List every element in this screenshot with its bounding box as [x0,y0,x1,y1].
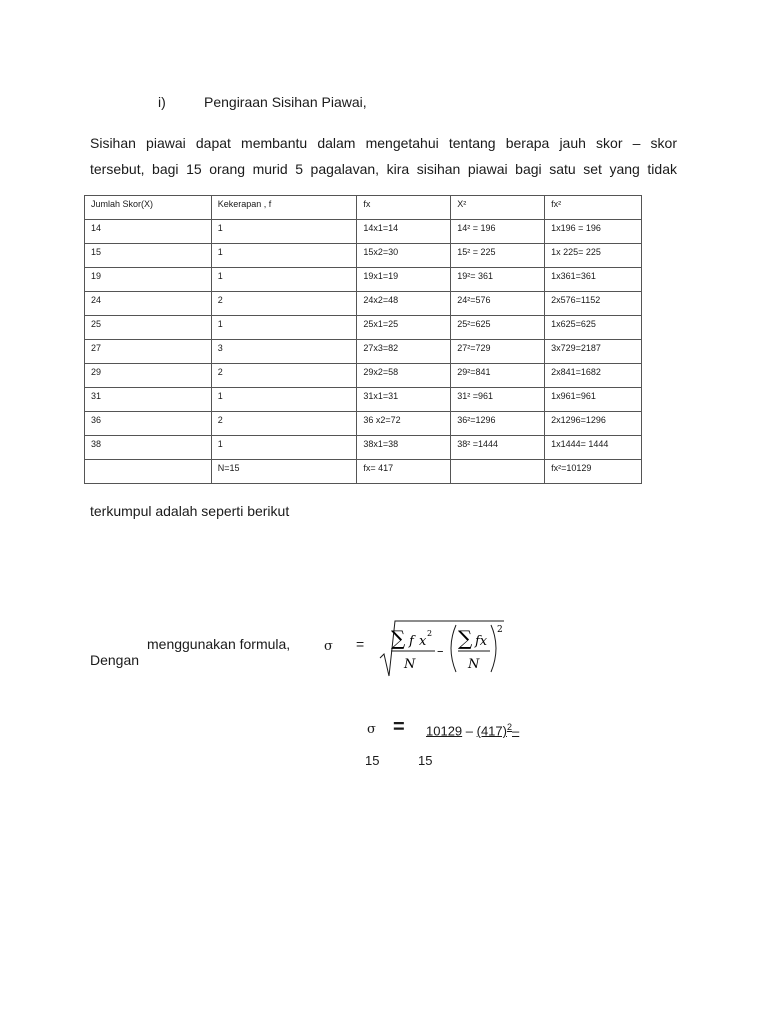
sum-symbol-2: ∑ [458,626,473,650]
table-cell: 14 [85,220,212,244]
table-cell: fx= 417 [357,460,451,484]
table-cell: 14x1=14 [357,220,451,244]
paragraph-line-1: Sisihan piawai dapat membantu dalam mengetahui tentang berapa jauh skor – skor [90,135,677,151]
table-cell: 29x2=58 [357,364,451,388]
table-cell: 1 [211,388,357,412]
table-cell: 1 [211,436,357,460]
table-row [85,220,642,244]
table-cell: 36²=1296 [451,412,545,436]
table-cell: 31 [85,388,212,412]
formula-f: f [409,634,414,649]
table-row [85,340,642,364]
table-cell: 1x361=361 [545,268,642,292]
table-row [85,268,642,292]
table-row [85,436,642,460]
calc-sigma: σ [367,722,376,737]
table-cell: 27x3=82 [357,340,451,364]
table-row [85,388,642,412]
formula-squared-2: 2 [497,625,503,635]
sum-symbol-1: ∑ [391,626,406,650]
table-cell: 15 [85,244,212,268]
table-cell: 19x1=19 [357,268,451,292]
score-table [84,195,642,484]
table-cell: Kekerapan , f [211,196,357,220]
table-cell: 1x625=625 [545,316,642,340]
table-cell: 27²=729 [451,340,545,364]
table-cell: 2x576=1152 [545,292,642,316]
calc-numerator-2: (417) [476,723,507,739]
table-cell: 19 [85,268,212,292]
table-cell: fx [357,196,451,220]
table-cell: 25²=625 [451,316,545,340]
table-cell [451,460,545,484]
formula-n-1: N [404,657,416,672]
table-cell: 24 [85,292,212,316]
formula-squared-1: 2 [427,629,433,638]
table-cell: 15x2=30 [357,244,451,268]
table-cell: 24²=576 [451,292,545,316]
formula-label: menggunakan formula, [147,636,291,652]
formula-fx: fx [475,634,488,649]
table-header-row [85,196,642,220]
table-cell: 31² =961 [451,388,545,412]
table-cell: N=15 [211,460,357,484]
table-cell: 1 [211,268,357,292]
table-cell: 38x1=38 [357,436,451,460]
table-cell [85,460,212,484]
table-cell: fx² [545,196,642,220]
table-cell: 2x841=1682 [545,364,642,388]
table-cell: 19²= 361 [451,268,545,292]
table-cell: 2 [211,292,357,316]
table-row [85,244,642,268]
table-cell: X² [451,196,545,220]
calc-numerator-1: 10129 [426,723,463,739]
table-footer-row [85,460,642,484]
table-cell: 25x1=25 [357,316,451,340]
std-dev-formula [378,618,508,682]
table-cell: 25 [85,316,212,340]
table-cell: 36 [85,412,212,436]
table-cell: 14² = 196 [451,220,545,244]
table-cell: 29²=841 [451,364,545,388]
table-cell: 1x196 = 196 [545,220,642,244]
calc-trail: – [512,723,520,739]
table-cell: fx²=10129 [545,460,642,484]
calc-expression [426,722,519,738]
table-cell: 36 x2=72 [357,412,451,436]
table-cell: 2 [211,364,357,388]
formula-prefix: Dengan [90,652,140,668]
calc-denominator-2: 15 [418,753,433,768]
table-cell: 3 [211,340,357,364]
calc-power: 2 [506,722,512,732]
equals-sign: = [356,636,365,652]
calc-denominator-1: 15 [365,753,380,768]
table-cell: 15² = 225 [451,244,545,268]
table-cell: 38 [85,436,212,460]
table-cell: 1x961=961 [545,388,642,412]
table-cell: 31x1=31 [357,388,451,412]
table-row [85,364,642,388]
table-cell: 1 [211,316,357,340]
table-cell: 1x1444= 1444 [545,436,642,460]
table-cell: Jumlah Skor(X) [85,196,212,220]
sigma-symbol: σ [324,639,333,654]
formula-x: x [419,634,427,649]
calc-equals: = [393,716,405,738]
paragraph-continuation: terkumpul adalah seperti berikut [90,503,290,519]
table-cell: 2x1296=1296 [545,412,642,436]
table-cell: 1 [211,244,357,268]
table-cell: 38² =1444 [451,436,545,460]
section-number: i) [158,94,166,110]
table-cell: 3x729=2187 [545,340,642,364]
section-title: Pengiraan Sisihan Piawai, [204,94,367,110]
formula-n-2: N [468,657,480,672]
table-row [85,412,642,436]
table-row [85,292,642,316]
paragraph-line-2: tersebut, bagi 15 orang murid 5 pagalavan, kira sisihan piawai bagi satu set yang tidak [90,161,677,177]
table-cell: 1x 225= 225 [545,244,642,268]
table-cell: 27 [85,340,212,364]
table-cell: 24x2=48 [357,292,451,316]
table-cell: 2 [211,412,357,436]
table-row [85,316,642,340]
table-cell: 1 [211,220,357,244]
formula-minus: – [437,644,444,659]
calc-dash: – [462,723,477,739]
table-cell: 29 [85,364,212,388]
